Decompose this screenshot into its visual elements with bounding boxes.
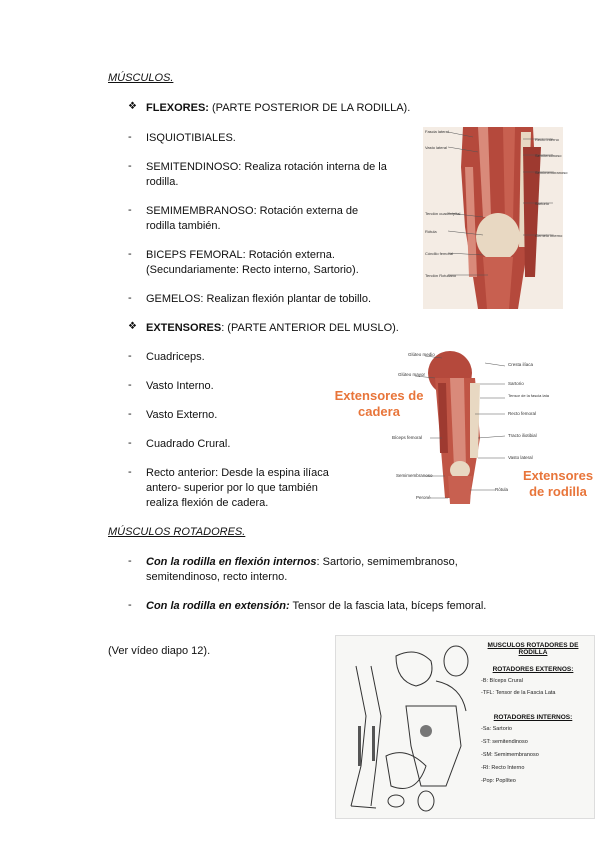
knee-label: Gemelo interno <box>535 233 563 238</box>
knee-label: Vasto lateral <box>425 145 447 150</box>
rot-externo-item: -B: Bíceps Crural <box>481 678 523 684</box>
knee-label: Rótula <box>425 229 437 234</box>
rot-item-bold: Con la rodilla en flexión internos <box>146 556 317 568</box>
rot-panel-title: MUSCULOS ROTADORES DE RODILLA <box>487 642 579 656</box>
heading-musculos: MÚSCULOS. <box>108 72 174 84</box>
rot-interno-item: -ST: semitendinoso <box>481 739 528 745</box>
leg-label: Sartorio <box>508 381 524 386</box>
diamond-bullet-icon: ❖ <box>128 321 137 332</box>
ver-video-note: (Ver vídeo diapo 12). <box>108 645 211 657</box>
list-item: - SEMITENDINOSO: Realiza rotación interna de la rodilla. <box>128 160 387 188</box>
leg-label: Tensor de la fascia lata <box>508 393 549 398</box>
extensores-rodilla-label: Extensores de rodilla <box>522 468 594 499</box>
leg-extensors-image <box>330 348 598 504</box>
knee-muscles-image <box>423 127 568 309</box>
leg-label: Recto femoral <box>508 411 537 416</box>
extensores-title: EXTENSORES <box>146 322 222 334</box>
list-item: - Vasto Interno. <box>128 379 214 392</box>
rot-internos-title: ROTADORES INTERNOS: <box>493 714 573 721</box>
list-item: - Cuadrado Crural. <box>128 437 231 450</box>
leg-label: Rótula <box>495 487 509 492</box>
heading-rotadores: MÚSCULOS ROTADORES. <box>108 526 246 538</box>
leg-label: Vasto lateral <box>508 455 533 460</box>
leg-label: Cresta ilíaca <box>508 362 534 367</box>
leg-label: Bíceps femoral <box>392 435 423 440</box>
leg-label: Tracto iliotibial <box>508 433 537 438</box>
rotadores-sketch <box>336 636 476 818</box>
leg-label: Glúteo medio <box>408 352 435 357</box>
knee-label: Semitendinoso <box>535 153 562 158</box>
extensores-cadera-label: Extensores de cadera <box>334 388 424 419</box>
knee-label: Tendón Rotuliano <box>425 273 457 278</box>
flexores-desc: (PARTE POSTERIOR DE LA RODILLA). <box>208 102 411 114</box>
list-item: - GEMELOS: Realizan flexión plantar de tobillo. <box>128 292 372 305</box>
rot-item-bold: Con la rodilla en extensión: <box>146 600 290 612</box>
leg-label: Peroné <box>416 495 431 500</box>
rot-item-rest: Tensor de la fascia lata, bíceps femoral. <box>289 600 487 612</box>
knee-label: Semimembranoso <box>535 170 568 175</box>
rot-interno-item: -SM: Semimembranoso <box>481 752 539 758</box>
knee-label: Tendón cuadricipital <box>425 211 461 216</box>
knee-label: Sartorio <box>535 201 550 206</box>
list-item: - BICEPS FEMORAL: Rotación externa. (Secundariamente: Recto interno, Sartorio). <box>128 248 359 276</box>
list-item: - Con la rodilla en extensión: Tensor de la fascia lata, bíceps femoral. <box>128 599 487 612</box>
list-item: - SEMIMEMBRANOSO: Rotación externa de rodilla también. <box>128 204 359 232</box>
leg-label: Glúteo mayor <box>398 372 426 377</box>
rot-externos-title: ROTADORES EXTERNOS: <box>492 666 574 673</box>
list-item: - Cuadriceps. <box>128 350 205 363</box>
list-item: - Con la rodilla en flexión internos: Sartorio, semimembranoso, semitendinoso, recto interno. <box>128 555 458 583</box>
rotadores-image <box>335 635 595 819</box>
knee-label: Recto interno <box>535 137 559 142</box>
flexores-title: FLEXORES: <box>146 102 209 114</box>
list-item: - ISQUIOTIBIALES. <box>128 131 236 144</box>
diamond-bullet-icon: ❖ <box>128 101 137 112</box>
rot-item-rest: : Sartorio, semimembranoso, semitendinoso, recto interno. <box>146 556 458 583</box>
list-item: - Vasto Externo. <box>128 408 218 421</box>
extensores-heading <box>128 321 399 336</box>
knee-label: Fascia lateral <box>425 129 449 134</box>
rot-interno-item: -Sa: Sartorio <box>481 726 512 732</box>
list-item: - Recto anterior: Desde la espina ilíaca antero- superior por lo que también realiza flexión de cadera. <box>128 466 329 509</box>
extensores-desc: : (PARTE ANTERIOR DEL MUSLO). <box>221 322 399 334</box>
rot-interno-item: -Pop: Poplíteo <box>481 778 516 784</box>
knee-label: Cóndilo femoral <box>425 251 454 256</box>
leg-label: Semimembranoso <box>396 473 433 478</box>
flexores-heading <box>128 101 410 116</box>
rot-interno-item: -RI: Recto Interno <box>481 765 525 771</box>
rot-externo-item: -TFL: Tensor de la Fascia Lata <box>481 690 556 696</box>
